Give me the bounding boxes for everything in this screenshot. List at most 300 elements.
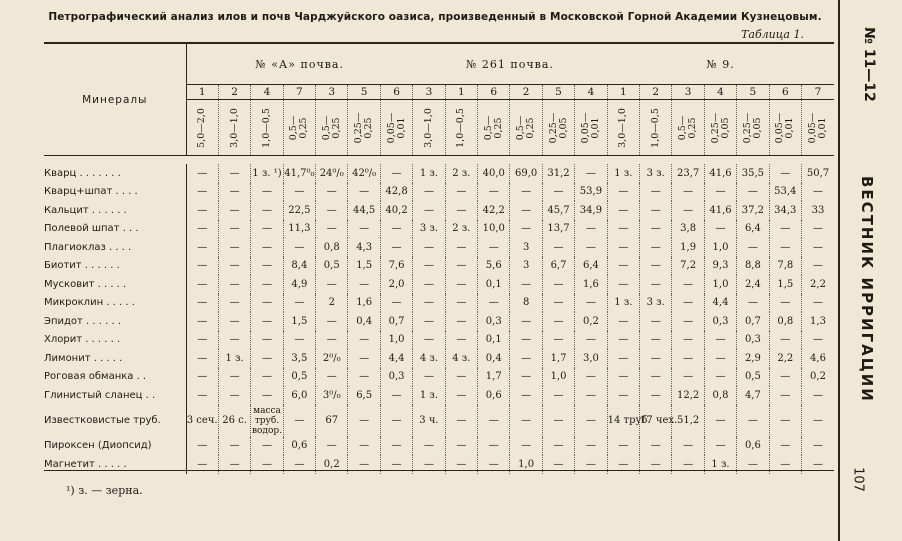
fraction-label: 0,5— 0,25 (288, 115, 310, 140)
table-cell: 4 з. (445, 349, 477, 368)
table-cell: — (575, 368, 607, 387)
table-cell: — (801, 331, 834, 350)
table-cell: — (413, 294, 445, 313)
table-cell: — (769, 405, 801, 437)
fraction-label: 0,25— 0,25 (353, 112, 375, 143)
table-cell: 0,4 (478, 349, 510, 368)
table-cell: 5,6 (478, 257, 510, 276)
table-cell: 1,5 (283, 312, 315, 331)
table-cell: — (445, 437, 477, 456)
fraction-label: 1,0—0,5 (649, 107, 661, 148)
table-cell: 41,7⁰₀ (283, 164, 315, 183)
table-cell: 4,9 (283, 275, 315, 294)
group-header-261: № 261 почва. (413, 43, 607, 85)
table-cell: — (316, 275, 348, 294)
table-cell: — (640, 437, 672, 456)
table-cell: — (445, 312, 477, 331)
table-cell: — (348, 275, 380, 294)
table-cell: — (542, 331, 574, 350)
table-cell: — (218, 386, 250, 405)
column-number: 1 (607, 85, 639, 100)
table-cell: 1,6 (575, 275, 607, 294)
table-row (44, 294, 834, 313)
table-cell: — (283, 405, 315, 437)
table-title: Петрографический анализ илов и почв Чарджуйского оазиса, произведенный в Московской Горной Академии Кузнецовым. (48, 11, 822, 23)
mineral-name: Плагиоклаз . . . . (44, 238, 186, 257)
table-cell: 2 з. (445, 164, 477, 183)
table-cell: — (186, 368, 218, 387)
table-cell: 2 (316, 294, 348, 313)
table-cell: — (542, 183, 574, 202)
table-cell: 3⁰/₀ (316, 386, 348, 405)
table-cell: — (316, 220, 348, 239)
mineral-name: Пироксен (Диопсид) (44, 437, 186, 456)
table-cell: — (672, 349, 704, 368)
table-cell: — (316, 437, 348, 456)
table-cell: — (251, 220, 283, 239)
table-cell: — (380, 294, 412, 313)
table-cell: 2,4 (737, 275, 769, 294)
table-cell: — (640, 386, 672, 405)
table-cell: — (348, 368, 380, 387)
table-cell: 1 з. (218, 349, 250, 368)
table-cell: — (607, 368, 639, 387)
table-cell: — (218, 257, 250, 276)
table-cell: — (640, 220, 672, 239)
table-cell: — (218, 201, 250, 220)
table-cell: — (413, 455, 445, 474)
column-number: 7 (801, 85, 834, 100)
table-cell: — (542, 238, 574, 257)
table-cell: — (316, 331, 348, 350)
table-cell: — (316, 201, 348, 220)
column-number: 5 (542, 85, 574, 100)
column-number: 2 (640, 85, 672, 100)
table-cell: — (251, 294, 283, 313)
mineral-name: Роговая обманка . . (44, 368, 186, 387)
table-cell: 2,2 (801, 275, 834, 294)
table-cell: 41,6 (704, 201, 736, 220)
table-cell: — (413, 312, 445, 331)
table-cell: — (769, 164, 801, 183)
table-cell: — (186, 257, 218, 276)
fraction-label: 0,5— 0,25 (515, 115, 537, 140)
table-cell: — (348, 349, 380, 368)
fraction-header (737, 100, 769, 156)
table-cell: 0,6 (737, 437, 769, 456)
column-number: 3 (413, 85, 445, 100)
table-cell: 0,8 (769, 312, 801, 331)
table-cell: — (510, 201, 542, 220)
fraction-label: 1,0—0,5 (455, 107, 467, 148)
table-cell: — (510, 220, 542, 239)
fraction-label: 0,05— 0,01 (385, 112, 407, 143)
table-cell: — (251, 312, 283, 331)
table-cell: — (380, 220, 412, 239)
table-cell: — (251, 275, 283, 294)
table-cell: 1,5 (348, 257, 380, 276)
table-cell: — (445, 183, 477, 202)
table-cell: — (575, 294, 607, 313)
table-cell: — (186, 437, 218, 456)
group-header-9: № 9. (607, 43, 834, 85)
table-cell: 0,2 (801, 368, 834, 387)
table-row (44, 201, 834, 220)
table-row (44, 220, 834, 239)
table-cell: 1,7 (542, 349, 574, 368)
table-cell: — (413, 275, 445, 294)
journal-title: ВЕСТНИК ИРРИГАЦИИ (858, 176, 876, 403)
table-cell: 3 сеч. (186, 405, 218, 437)
table-cell: — (316, 312, 348, 331)
table-cell: — (607, 238, 639, 257)
table-cell: — (478, 405, 510, 437)
table-cell: 42⁰/₀ (348, 164, 380, 183)
table-cell: — (801, 294, 834, 313)
mineral-name: Магнетит . . . . . (44, 455, 186, 474)
table-row (44, 368, 834, 387)
table-cell: 4,6 (801, 349, 834, 368)
table-cell: 0,5 (737, 368, 769, 387)
table-cell: — (478, 437, 510, 456)
table-label: Таблица 1. (741, 28, 804, 41)
table-cell: 2,9 (737, 349, 769, 368)
table-cell: 0,5 (283, 368, 315, 387)
table-cell: — (445, 386, 477, 405)
table-cell: — (607, 257, 639, 276)
fraction-header (478, 100, 510, 156)
table-cell: — (672, 368, 704, 387)
table-cell: — (769, 331, 801, 350)
table-row (44, 331, 834, 350)
table-cell: 3 (510, 238, 542, 257)
table-cell: 0,8 (316, 238, 348, 257)
table-cell: — (445, 331, 477, 350)
table-cell: — (704, 405, 736, 437)
table-cell: — (218, 238, 250, 257)
table-cell: — (348, 455, 380, 474)
table-cell: — (801, 455, 834, 474)
table-cell: — (575, 405, 607, 437)
table-cell: 1,9 (672, 238, 704, 257)
table-cell: — (640, 331, 672, 350)
table-cell: — (445, 257, 477, 276)
table-cell: — (186, 220, 218, 239)
table-cell: — (607, 220, 639, 239)
table-cell: 2,2 (769, 349, 801, 368)
table-cell: — (478, 183, 510, 202)
column-number: 1 (445, 85, 477, 100)
table-cell: 0,2 (316, 455, 348, 474)
table-cell: 3 (510, 257, 542, 276)
table-cell: 24⁰/₀ (316, 164, 348, 183)
table-cell: 1,3 (801, 312, 834, 331)
table-cell: — (704, 183, 736, 202)
table-cell: — (413, 183, 445, 202)
column-number: 2 (510, 85, 542, 100)
table-cell: — (380, 386, 412, 405)
table-cell: 12,2 (672, 386, 704, 405)
table-row (44, 349, 834, 368)
table-cell: 1,0 (704, 275, 736, 294)
table-cell: 69,0 (510, 164, 542, 183)
table-cell: — (186, 164, 218, 183)
table-cell: 11,3 (283, 220, 315, 239)
table-cell: 1,6 (348, 294, 380, 313)
table-row (44, 386, 834, 405)
table-cell: — (348, 437, 380, 456)
table-cell: — (251, 331, 283, 350)
fraction-header (348, 100, 380, 156)
table-cell: 13,7 (542, 220, 574, 239)
petrographic-table (44, 42, 834, 474)
table-cell: — (316, 183, 348, 202)
table-cell: — (510, 331, 542, 350)
table-cell: 35,5 (737, 164, 769, 183)
fraction-header (607, 100, 639, 156)
table-cell: — (737, 183, 769, 202)
table-cell: 1,0 (704, 238, 736, 257)
table-cell: 33 (801, 201, 834, 220)
table-cell: 10,0 (478, 220, 510, 239)
table-cell: — (186, 455, 218, 474)
table-cell: 0,4 (348, 312, 380, 331)
mineral-name: Кварц . . . . . . . (44, 164, 186, 183)
table-cell: — (542, 437, 574, 456)
table-cell: — (380, 455, 412, 474)
table-cell: 1 з. (607, 294, 639, 313)
table-cell: 4,3 (348, 238, 380, 257)
table-cell: 42,8 (380, 183, 412, 202)
table-cell: 1,5 (769, 275, 801, 294)
fraction-header (251, 100, 283, 156)
table-cell: — (672, 437, 704, 456)
table-cell: — (737, 294, 769, 313)
table-cell: — (640, 275, 672, 294)
table-cell: 31,2 (542, 164, 574, 183)
table-cell: — (640, 455, 672, 474)
table-cell: — (769, 294, 801, 313)
table-cell: — (283, 294, 315, 313)
table-cell: — (413, 238, 445, 257)
table-cell: — (672, 455, 704, 474)
table-cell: 0,2 (575, 312, 607, 331)
fraction-header (510, 100, 542, 156)
table-cell: 1 з. ¹) (251, 164, 283, 183)
table-cell: — (251, 183, 283, 202)
table-row (44, 257, 834, 276)
footnote-divider (44, 470, 834, 471)
table-cell: 23,7 (672, 164, 704, 183)
table-cell: — (251, 349, 283, 368)
table-cell: 51,2 (672, 405, 704, 437)
table-cell: 0,7 (380, 312, 412, 331)
table-cell: — (413, 201, 445, 220)
column-number: 3 (316, 85, 348, 100)
table-cell: — (769, 455, 801, 474)
table-cell: 1 з. (704, 455, 736, 474)
table-row (44, 405, 834, 437)
table-cell: — (575, 437, 607, 456)
table-cell: — (607, 312, 639, 331)
table-cell: — (640, 183, 672, 202)
fraction-label: 0,05— 0,01 (579, 112, 601, 143)
table-cell: — (801, 220, 834, 239)
table-cell: 4,4 (704, 294, 736, 313)
table-cell: — (186, 349, 218, 368)
table-cell: 22,5 (283, 201, 315, 220)
table-cell: 7,6 (380, 257, 412, 276)
table-cell: 0,1 (478, 275, 510, 294)
table-row (44, 238, 834, 257)
fraction-label: 3,0—1,0 (228, 107, 240, 148)
table-cell: — (510, 386, 542, 405)
mineral-name: Биотит . . . . . . (44, 257, 186, 276)
table-cell: — (704, 368, 736, 387)
table-cell: — (218, 220, 250, 239)
table-cell: 4,7 (737, 386, 769, 405)
fraction-label: 1,0—0,5 (260, 107, 272, 148)
table-cell: 0,5 (316, 257, 348, 276)
fraction-header (445, 100, 477, 156)
table-cell: — (542, 455, 574, 474)
table-cell: — (186, 386, 218, 405)
fraction-header (704, 100, 736, 156)
table-cell: — (607, 331, 639, 350)
fraction-label: 0,5— 0,25 (320, 115, 342, 140)
table-cell: — (186, 312, 218, 331)
table-cell: — (640, 349, 672, 368)
fraction-header (218, 100, 250, 156)
table-cell: — (218, 294, 250, 313)
table-cell: — (251, 201, 283, 220)
table-cell: — (510, 405, 542, 437)
fraction-label: 5,0—2,0 (196, 107, 208, 148)
fraction-label: 3,0—1,0 (617, 107, 629, 148)
table-cell: — (704, 349, 736, 368)
mineral-name: Известковистые труб. (44, 405, 186, 437)
table-cell: — (348, 405, 380, 437)
table-cell: 14 труб. (607, 405, 639, 437)
table-cell: — (445, 294, 477, 313)
table-cell: — (640, 368, 672, 387)
table-cell: — (283, 183, 315, 202)
mineral-name: Хлорит . . . . . . (44, 331, 186, 350)
table-cell: — (542, 312, 574, 331)
table-cell: — (283, 238, 315, 257)
group-header-a: № «А» почва. (186, 43, 413, 85)
table-row (44, 275, 834, 294)
table-cell: — (769, 238, 801, 257)
table-cell: — (607, 386, 639, 405)
column-number: 3 (672, 85, 704, 100)
mineral-name: Микроклин . . . . . (44, 294, 186, 313)
fraction-header (380, 100, 412, 156)
table-cell: — (575, 164, 607, 183)
table-cell: 6,4 (737, 220, 769, 239)
table-cell: — (445, 455, 477, 474)
table-cell: 3 з. (640, 164, 672, 183)
table-cell: 1,0 (542, 368, 574, 387)
table-cell: — (445, 405, 477, 437)
table-cell: — (704, 331, 736, 350)
fraction-header (672, 100, 704, 156)
table-cell: — (413, 257, 445, 276)
table-cell: — (542, 294, 574, 313)
table-cell: — (575, 331, 607, 350)
table-cell: — (672, 312, 704, 331)
table-cell: — (186, 183, 218, 202)
table-cell: 3,5 (283, 349, 315, 368)
table-cell: — (672, 275, 704, 294)
table-cell: — (186, 294, 218, 313)
table-cell: 3 ч. (413, 405, 445, 437)
table-cell: — (445, 201, 477, 220)
fraction-header (801, 100, 834, 156)
table-cell: — (218, 437, 250, 456)
table-cell: — (218, 455, 250, 474)
table-cell: — (413, 437, 445, 456)
table-cell: — (737, 238, 769, 257)
table-cell: — (801, 386, 834, 405)
table-cell: — (607, 275, 639, 294)
fraction-label: 3,0—1,0 (422, 107, 434, 148)
table-cell: — (283, 331, 315, 350)
minerals-header: Минералы (44, 43, 186, 156)
page-number: 107 (850, 467, 866, 492)
table-cell: — (413, 368, 445, 387)
table-cell: 1 з. (607, 164, 639, 183)
table-row (44, 164, 834, 183)
fraction-header (769, 100, 801, 156)
table-cell: — (672, 201, 704, 220)
table-cell: 7,8 (769, 257, 801, 276)
table-cell: 7,2 (672, 257, 704, 276)
table-cell: 6,7 (542, 257, 574, 276)
table-cell: 2⁰/₀ (316, 349, 348, 368)
table-cell: — (316, 368, 348, 387)
spacer (44, 156, 834, 165)
mineral-name: Эпидот . . . . . . (44, 312, 186, 331)
table-cell: 0,8 (704, 386, 736, 405)
table-cell: 1,7 (478, 368, 510, 387)
table-cell: 0,3 (380, 368, 412, 387)
mineral-name: Кварц+шпат . . . . (44, 183, 186, 202)
mineral-name: Кальцит . . . . . . (44, 201, 186, 220)
table-cell: 50,7 (801, 164, 834, 183)
table-cell: 2,0 (380, 275, 412, 294)
table-cell: — (186, 201, 218, 220)
table-cell: — (445, 238, 477, 257)
table-cell: — (575, 220, 607, 239)
table-cell: 45,7 (542, 201, 574, 220)
table-cell: 17 чех. (640, 405, 672, 437)
table-cell: — (510, 312, 542, 331)
table-cell: — (769, 437, 801, 456)
table-cell: 40,2 (380, 201, 412, 220)
table-cell: — (640, 312, 672, 331)
table-cell: 0,3 (737, 331, 769, 350)
table-cell: — (607, 183, 639, 202)
table-cell: 67 (316, 405, 348, 437)
table-cell: 3 з. (640, 294, 672, 313)
table-cell: 41,6 (704, 164, 736, 183)
fraction-header (186, 100, 218, 156)
table-cell: 0,3 (478, 312, 510, 331)
table-cell: — (348, 220, 380, 239)
table-cell: — (801, 405, 834, 437)
table-cell: — (380, 238, 412, 257)
